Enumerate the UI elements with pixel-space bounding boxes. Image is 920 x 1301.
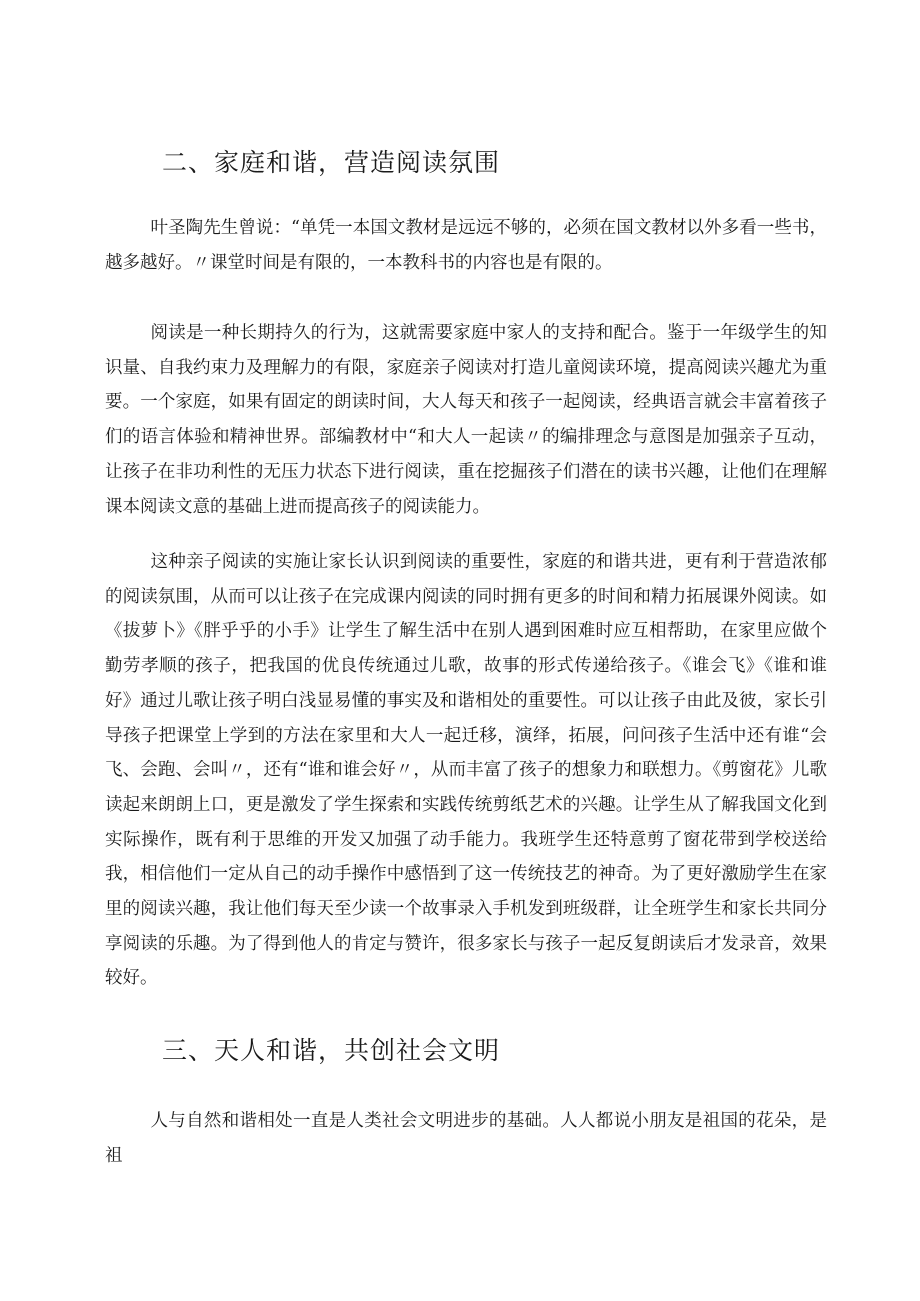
section-heading: 二、家庭和谐，营造阅读氛围 (162, 148, 501, 177)
paragraph: 阅读是一种长期持久的行为，这就需要家庭中家人的支持和配合。鉴于一年级学生的知识量、自我约束力及理解力的有限，家庭亲子阅读对打造儿童阅读环境，提高阅读兴趣尤为重要。一个家庭，如果有固定的朗读时间，大人每天和孩子一起阅读，经典语言就会丰富着孩子们的语言体验和精神世界。部编教材中“和大人一起读〃的编排理念与意图是加强亲子互动，让孩子在非功利性的无压力状态下进行阅读，重在挖掘孩子们潜在的读书兴趣，让他们在理解课本阅读文意的基础上进而提高孩子的阅读能力。 (105, 323, 827, 517)
paragraph: 这种亲子阅读的实施让家长认识到阅读的重要性，家庭的和谐共进，更有利于营造浓郁的阅读氛围，从而可以让孩子在完成课内阅读的同时拥有更多的时间和精力拓展课外阅读。如《拔萝卜》《胖乎乎的小手》让学生了解生活中在别人遇到困难时应互相帮助，在家里应做个勤劳孝顺的孩子，把我国的优良传统通过儿歌，故事的形式传递给孩子。《谁会飞》《谁和谁好》通过儿歌让孩子明白浅显易懂的事实及和谐相处的重要性。可以让孩子由此及彼，家长引导孩子把课堂上学到的方法在家里和大人一起迁移，演绎，拓展，问问孩子生活中还有谁“会飞、会跑、会叫〃，还有“谁和谁会好〃，从而丰富了孩子的想象力和联想力。《剪窗花》儿歌读起来朗朗上口，更是激发了学生探索和实践传统剪纸艺术的兴趣。让学生从了解我国文化到实际操作，既有利于思维的开发又加强了动手能力。我班学生还特意剪了窗花带到学校送给我，相信他们一定从自己的动手操作中感悟到了这一传统技艺的神奇。为了更好激励学生在家里的阅读兴趣，我让他们每天至少读一个故事录入手机发到班级群，让全班学生和家长共同分享阅读的乐趣。为了得到他人的肯定与赞许，很多家长与孩子一起反复朗读后才发录音，效果较好。 (105, 552, 827, 989)
paragraph: 叶圣陶先生曾说：“单凭一本国文教材是远远不够的，必须在国文教材以外多看一些书，越多越好。〃课堂时间是有限的，一本教科书的内容也是有限的。 (105, 218, 827, 273)
paragraph: 人与自然和谐相处一直是人类社会文明进步的基础。人人都说小朋友是祖国的花朵，是祖 (105, 1111, 827, 1166)
section-heading: 三、天人和谐，共创社会文明 (162, 1036, 501, 1065)
